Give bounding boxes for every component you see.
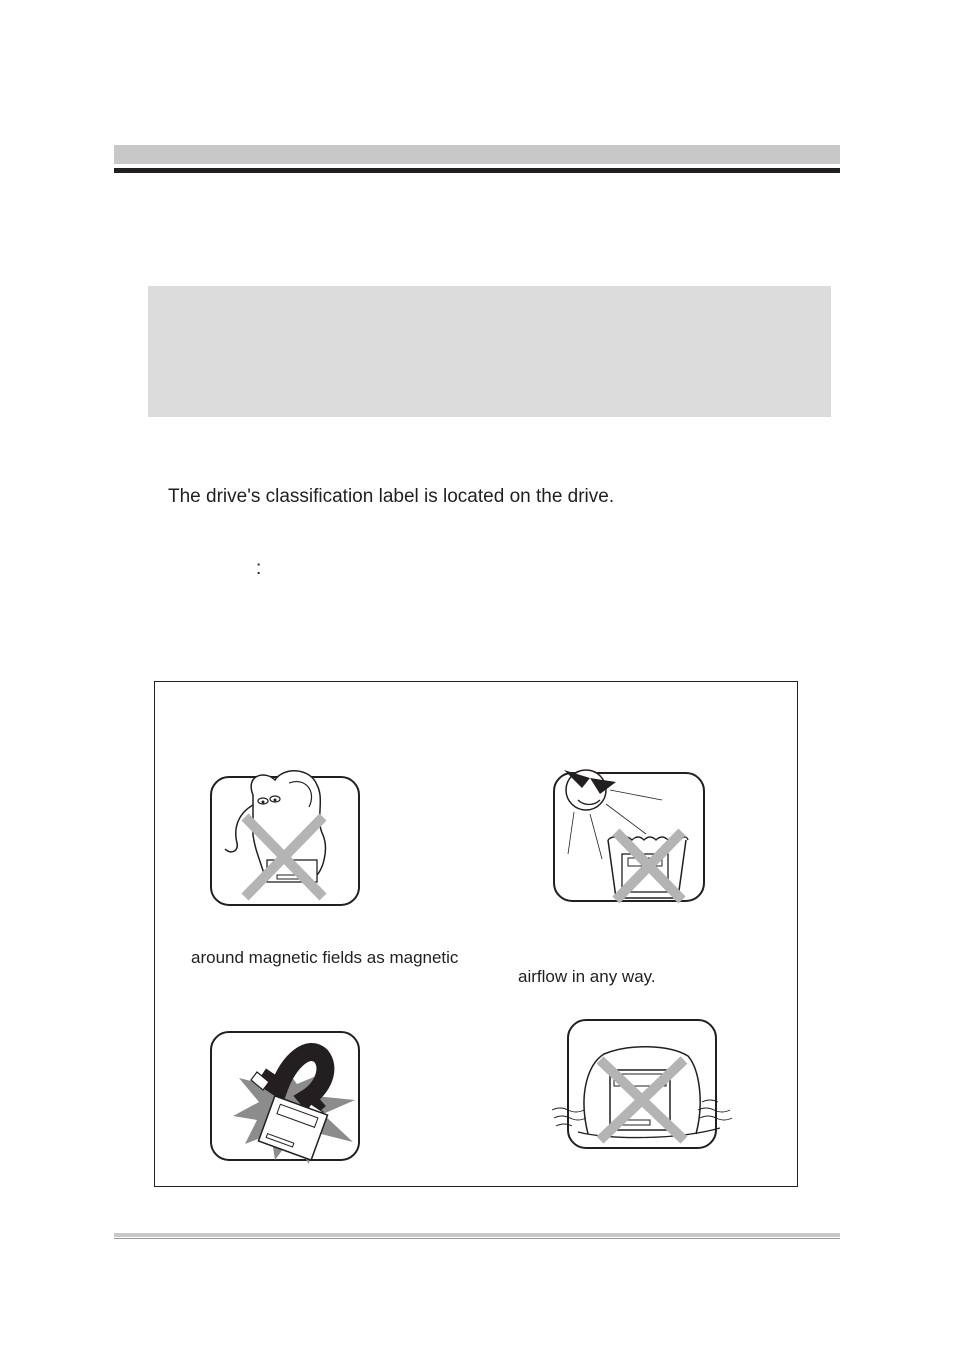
elephant-on-drive-prohibited-icon	[205, 765, 365, 910]
note-box	[148, 286, 831, 417]
sun-and-water-prohibited-icon	[550, 764, 710, 909]
header-bar	[114, 145, 840, 164]
footer-rule-thin	[114, 1238, 840, 1239]
colon-text: :	[256, 558, 262, 579]
magnetic-caption: around magnetic fields as magnetic	[191, 948, 459, 967]
airflow-caption: airflow in any way.	[518, 967, 656, 986]
magnet-near-drive-icon	[205, 1016, 365, 1168]
classification-label-text: The drive's classification label is located on the drive.	[168, 486, 615, 507]
footer-rule	[114, 1233, 840, 1237]
covered-drive-airflow-prohibited-icon	[548, 1014, 738, 1159]
header-rule	[114, 168, 840, 173]
